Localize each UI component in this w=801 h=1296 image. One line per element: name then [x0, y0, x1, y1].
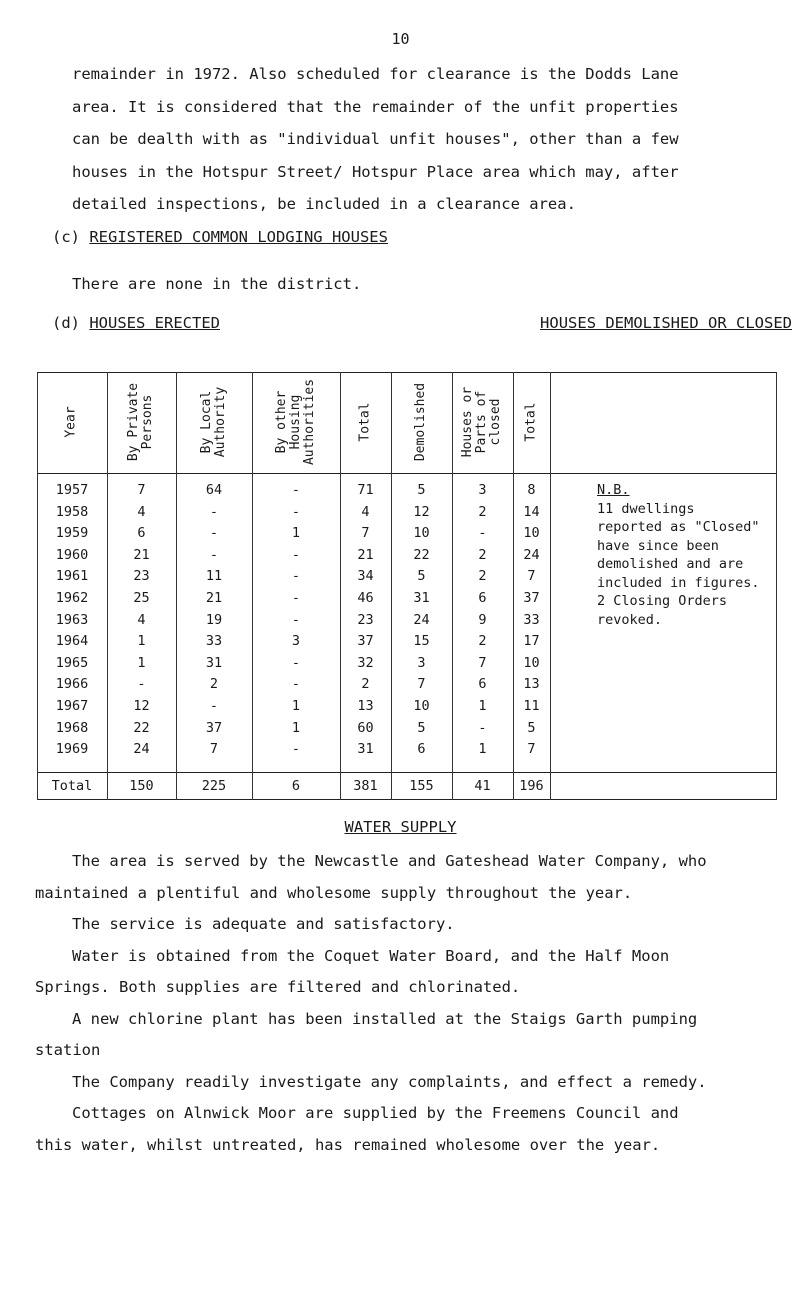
table-cell: -	[291, 590, 301, 606]
table-cell: 15	[413, 633, 430, 650]
table-cell: 46	[357, 590, 374, 606]
total-cell: 381	[353, 778, 378, 794]
table-cell: 2	[478, 503, 487, 520]
total-cell: 225	[201, 778, 227, 794]
table-cell: 3	[291, 633, 301, 650]
table-border	[550, 372, 551, 800]
table-cell: 31	[413, 590, 430, 606]
header-other-housing: By other Housing Authorities	[274, 378, 317, 466]
table-year-cell: 1967	[55, 698, 89, 714]
header-closed: Houses or Parts of closed	[460, 386, 504, 458]
table-cell: 7	[209, 741, 219, 758]
section-d-title: HOUSES ERECTED	[89, 314, 220, 332]
table-year-cell: 1959	[55, 525, 89, 542]
table-cell: 6	[478, 590, 487, 606]
table-cell: 1	[291, 698, 301, 714]
total-cell: 155	[409, 778, 434, 794]
table-year-cell: 1966	[55, 676, 89, 693]
table-cell: 7	[137, 482, 146, 498]
table-cell: 71	[357, 482, 374, 498]
table-year-cell: 1965	[55, 654, 89, 671]
table-cell: 5	[527, 719, 536, 736]
total-divider	[37, 772, 777, 773]
table-cell: -	[209, 546, 219, 563]
table-cell: 2	[478, 633, 487, 650]
note-line: demolished and are	[597, 556, 744, 572]
water-line: maintained a plentiful and wholesome supply throughout the year.	[35, 883, 633, 902]
intro-line: remainder in 1972. Also scheduled for clearance is the Dodds Lane	[72, 65, 679, 83]
table-cell: -	[291, 503, 301, 520]
table-cell: 19	[205, 611, 223, 628]
table-cell: 23	[357, 611, 374, 628]
table-cell: 5	[417, 568, 426, 585]
table-cell: -	[478, 719, 487, 736]
intro-paragraph	[72, 58, 782, 221]
table-cell: 1	[291, 719, 301, 736]
header-divider	[37, 473, 777, 474]
table-cell: 37	[205, 719, 223, 736]
table-year-cell: 1958	[55, 503, 89, 520]
table-year-cell: 1968	[55, 719, 89, 736]
total-label: Total	[51, 778, 93, 794]
total-cell: 41	[474, 778, 491, 794]
table-cell: 7	[417, 676, 426, 693]
table-cell: -	[291, 676, 301, 693]
total-cell: 6	[291, 778, 301, 794]
section-c-heading	[52, 221, 762, 254]
table-cell: -	[291, 611, 301, 628]
table-cell: 10	[523, 654, 540, 671]
water-line: this water, whilst untreated, has remained wholesome over the year.	[35, 1135, 661, 1154]
table-cell: 7	[361, 525, 370, 542]
total-cell: 196	[519, 778, 544, 794]
table-cell: 60	[357, 719, 374, 736]
section-c-text: There are none in the district.	[72, 275, 362, 293]
table-cell: 4	[137, 611, 146, 628]
header-year: Year	[64, 406, 79, 438]
water-line: Cottages on Alnwick Moor are supplied by the Freemens Council and	[72, 1104, 679, 1122]
table-cell: 6	[137, 525, 146, 542]
water-line: The Company readily investigate any complaints, and effect a remedy.	[72, 1072, 707, 1091]
section-d-title-right: HOUSES DEMOLISHED OR CLOSED	[540, 314, 792, 332]
table-cell: 21	[357, 546, 374, 563]
table-cell: 21	[133, 546, 150, 563]
section-c-label: (c)	[52, 228, 80, 246]
table-cell: 2	[209, 676, 219, 693]
table-cell: -	[291, 741, 301, 758]
table-cell: 1	[137, 633, 146, 650]
table-cell: 31	[357, 741, 374, 758]
table-year-cell: 1969	[55, 741, 89, 758]
table-cell: 10	[413, 698, 430, 714]
total-cell: 150	[129, 778, 154, 794]
note-line: reported as "Closed"	[597, 519, 760, 535]
table-cell: 1	[291, 525, 301, 542]
table-year-cell: 1961	[55, 568, 89, 585]
table-cell: 6	[478, 676, 487, 693]
table-cell: 4	[137, 503, 146, 520]
table-cell: 23	[133, 568, 150, 585]
header-total-demolished: Total	[523, 402, 539, 442]
table-cell: -	[291, 568, 301, 585]
water-line: The service is adequate and satisfactory.	[72, 915, 455, 933]
table-cell: 24	[133, 741, 150, 758]
table-cell: 7	[527, 741, 536, 758]
table-cell: 7	[527, 568, 536, 585]
table-cell: 17	[523, 633, 540, 650]
table-year-cell: 1963	[55, 611, 89, 628]
table-cell: 1	[478, 698, 487, 714]
intro-line: area. It is considered that the remainder of the unfit properties	[72, 97, 679, 116]
table-cell: -	[209, 503, 219, 520]
table-year-cell: 1960	[55, 546, 89, 563]
table-cell: 12	[413, 503, 430, 520]
table-cell: 1	[478, 741, 487, 758]
table-cell: 11	[523, 698, 540, 714]
table-cell: 11	[205, 568, 223, 585]
table-cell: 9	[478, 611, 487, 628]
table-cell: 37	[357, 633, 374, 650]
section-d-label: (d)	[52, 314, 80, 332]
table-cell: -	[478, 525, 487, 542]
note-line: have since been	[597, 537, 719, 554]
table-cell: -	[209, 698, 219, 714]
table-year-cell: 1957	[55, 482, 89, 498]
section-c	[52, 221, 762, 254]
intro-line: detailed inspections, be included in a clearance area.	[72, 195, 576, 213]
header-private: By Private Persons	[126, 382, 156, 462]
table-cell: 10	[523, 525, 540, 542]
table-cell: 13	[523, 676, 540, 693]
table-cell: 8	[527, 482, 536, 498]
table-cell: -	[291, 654, 301, 671]
table-notes	[597, 481, 777, 629]
note-line: included in figures.	[597, 574, 760, 591]
table-cell: 1	[137, 654, 146, 671]
note-line: 11 dwellings	[597, 500, 695, 517]
section-c-title: REGISTERED COMMON LODGING HOUSES	[89, 228, 388, 246]
table-cell: 33	[523, 611, 540, 628]
table-cell: 22	[133, 719, 150, 736]
table-cell: 64	[205, 482, 223, 498]
table-cell: 37	[523, 590, 540, 606]
water-line: A new chlorine plant has been installed at the Staigs Garth pumping	[72, 1009, 698, 1028]
table-cell: 25	[133, 590, 150, 606]
header-total-erected: Total	[357, 402, 373, 442]
table-cell: 33	[205, 633, 223, 650]
table-cell: 31	[205, 654, 223, 671]
intro-line: can be dealth with as "individual unfit houses", other than a few	[72, 130, 679, 148]
table-cell: -	[137, 676, 146, 693]
table-cell: 34	[357, 568, 374, 585]
header-local-authority: By Local Authority	[198, 386, 228, 458]
table-year-cell: 1964	[55, 633, 89, 650]
table-cell: -	[209, 525, 219, 542]
table-cell: 10	[413, 525, 430, 542]
water-supply-text	[35, 846, 782, 1161]
table-cell: 7	[478, 654, 487, 671]
table-cell: -	[291, 546, 301, 563]
table-cell: 2	[361, 676, 370, 693]
table-cell: 22	[413, 546, 430, 563]
page-number: 10	[391, 30, 410, 48]
table-cell: 2	[478, 568, 487, 585]
water-line: The area is served by the Newcastle and Gateshead Water Company, who	[72, 852, 707, 870]
table-cell: 32	[357, 654, 374, 671]
table-cell: 2	[478, 546, 487, 563]
table-cell: 12	[133, 698, 150, 714]
table-cell: 24	[413, 611, 430, 628]
table-cell: 13	[357, 698, 374, 714]
table-cell: 24	[523, 546, 540, 563]
table-cell: 4	[361, 503, 370, 520]
water-line: Water is obtained from the Coquet Water Board, and the Half Moon	[72, 946, 670, 965]
table-cell: 3	[478, 482, 487, 498]
water-line: Springs. Both supplies are filtered and chlorinated.	[35, 978, 521, 996]
table-cell: -	[291, 482, 301, 498]
intro-line: houses in the Hotspur Street/ Hotspur Place area which may, after	[72, 162, 679, 181]
note-line: revoked.	[597, 611, 663, 628]
water-supply-title: WATER SUPPLY	[344, 818, 457, 836]
housing-table	[37, 372, 777, 800]
section-d-heading	[52, 314, 792, 332]
table-cell: 5	[417, 482, 426, 498]
table-cell: 3	[417, 654, 426, 671]
table-cell: 5	[417, 719, 426, 736]
note-line: 2 Closing Orders	[597, 593, 728, 609]
table-cell: 21	[205, 590, 223, 606]
table-year-cell: 1962	[55, 590, 89, 606]
table-cell: 14	[523, 503, 540, 520]
header-demolished: Demolished	[413, 382, 429, 462]
table-cell: 6	[417, 741, 426, 758]
note-title: N.B.	[597, 482, 630, 498]
water-line: station	[35, 1041, 101, 1059]
